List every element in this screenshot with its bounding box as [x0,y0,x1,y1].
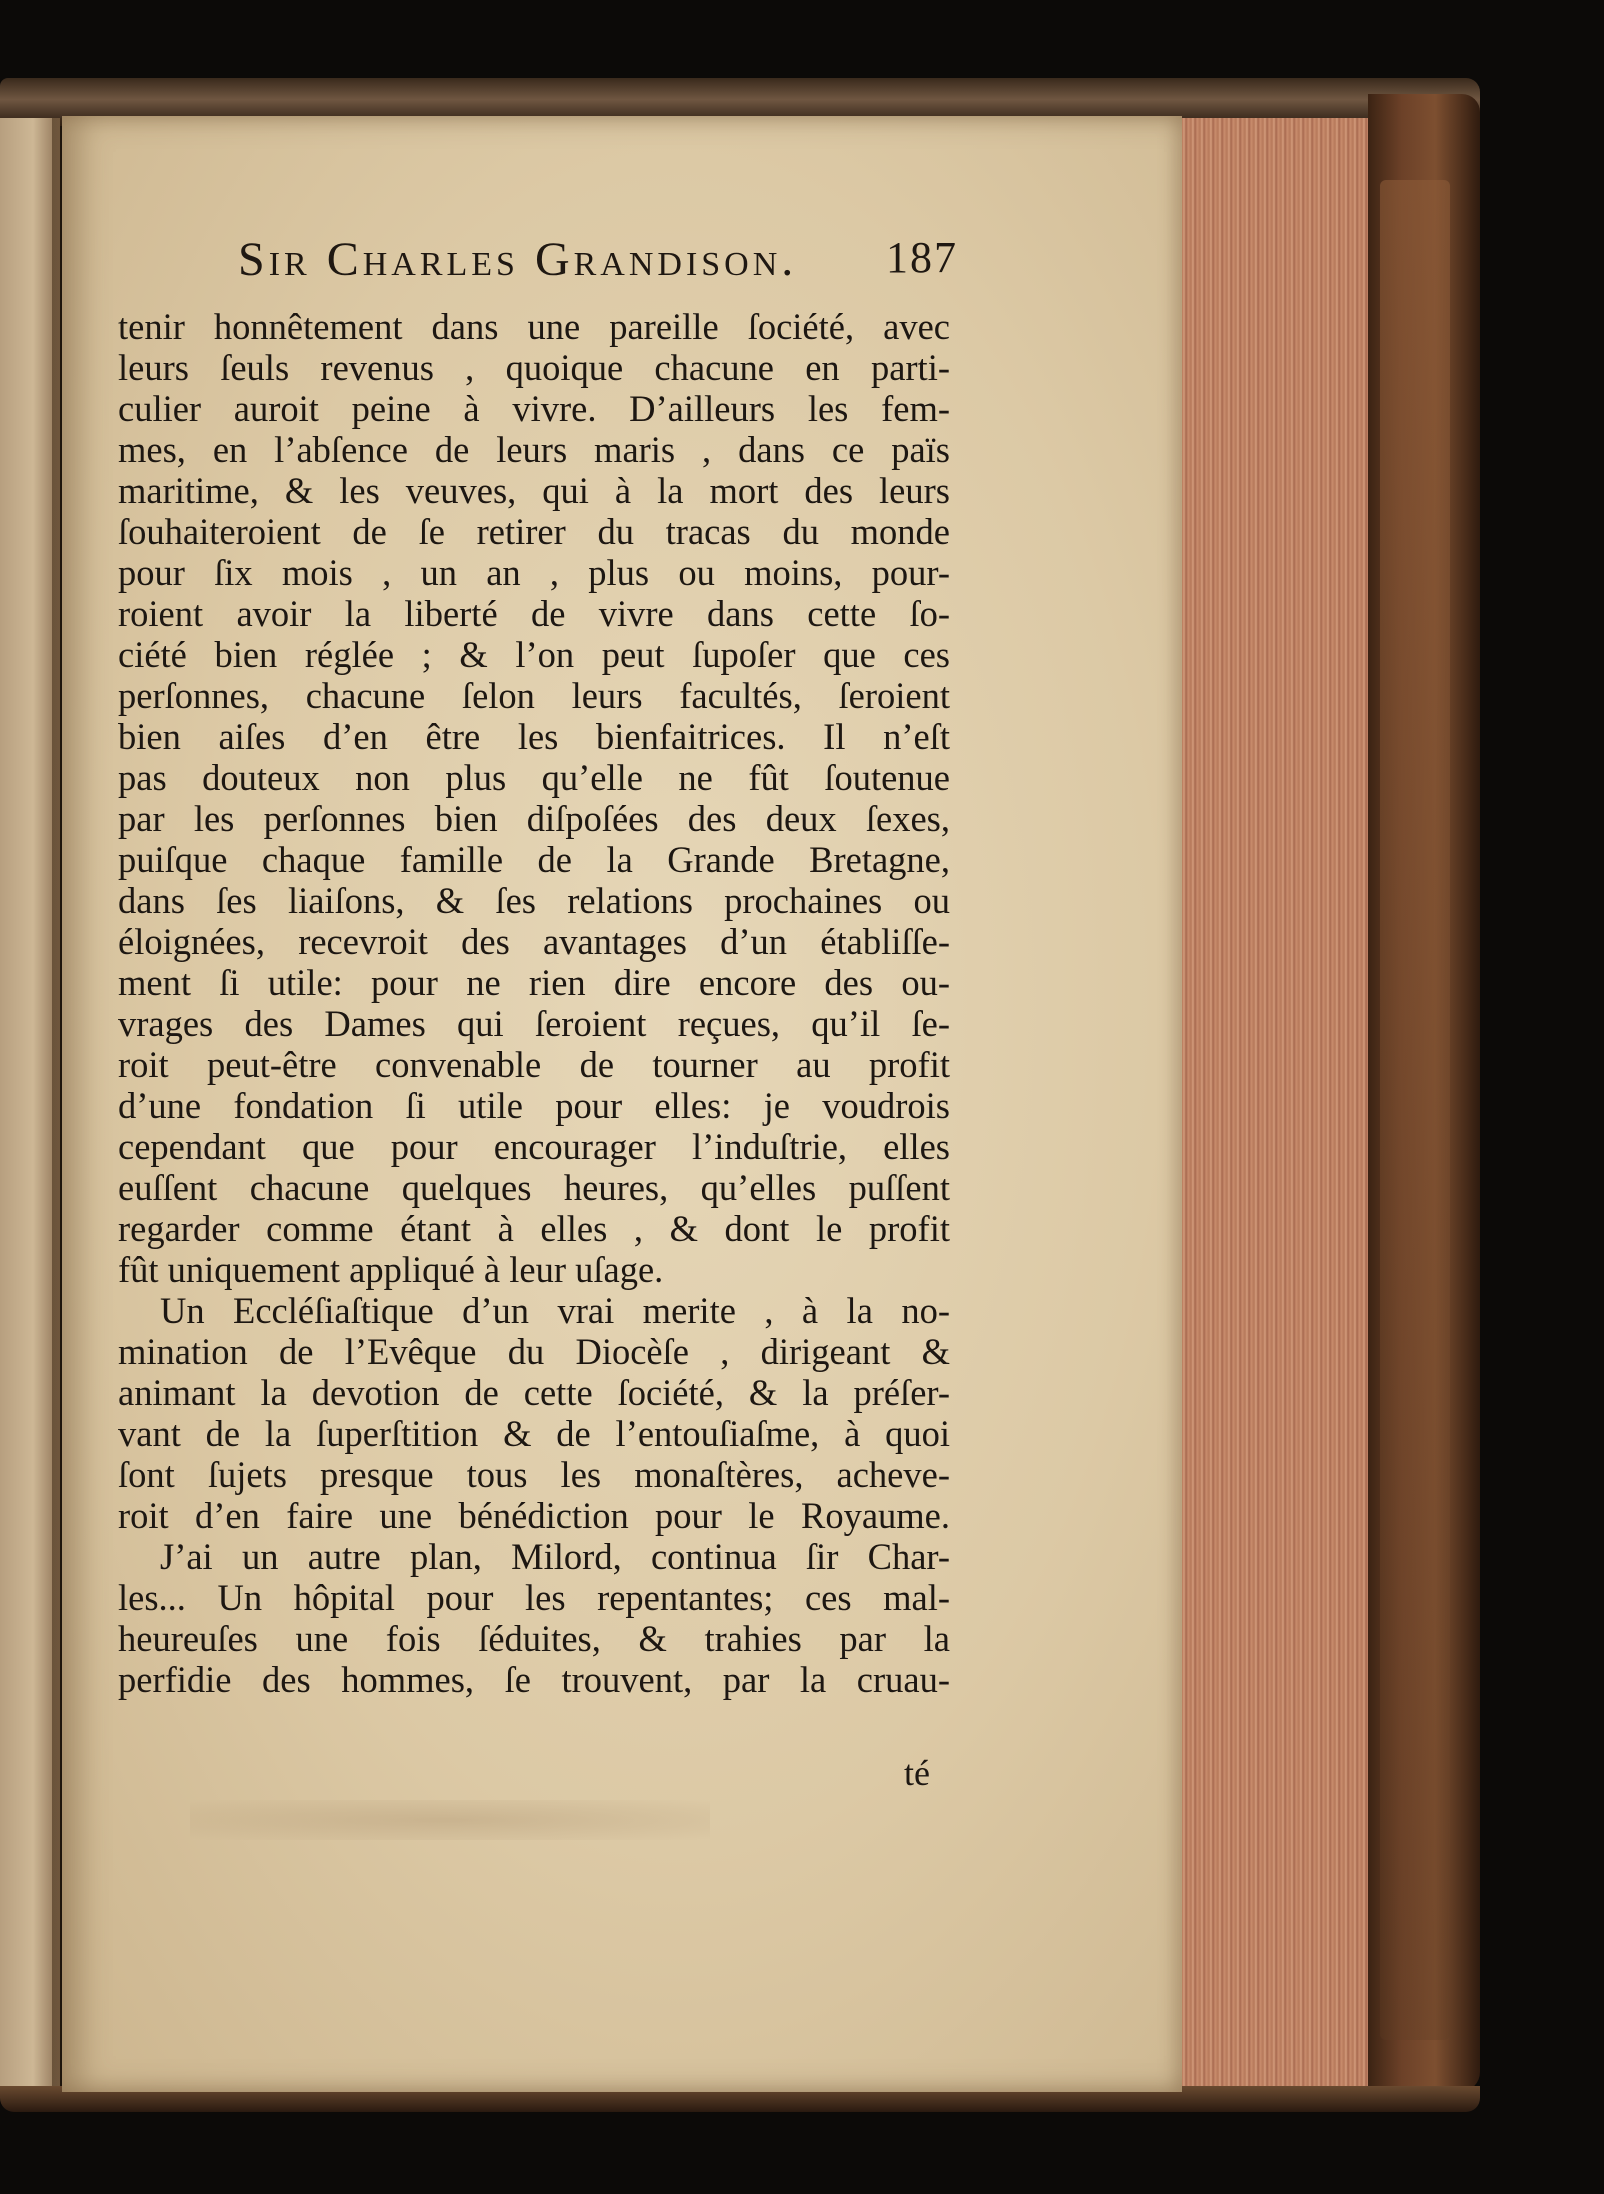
text-line: maritime, & les veuves, qui à la mort des leurs [118,470,950,511]
text-line: Un Eccléſiaſtique d’un vrai merite , à la no- [160,1290,950,1331]
page-number: 187 [886,233,958,282]
text-line: pas douteux non plus qu’elle ne fût ſoutenue [118,757,950,798]
text-line: animant la devotion de cette ſociété, & la préſer- [118,1372,950,1413]
running-head [238,232,958,292]
text-line: pour ſix mois , un an , plus ou moins, pour- [118,552,950,593]
text-line: vant de la ſuperſtition & de l’entouſiaſme, à quoi [118,1413,950,1454]
text-line: cependant que pour encourager l’induſtrie, elles [118,1126,950,1167]
page-stain [190,1800,710,1840]
text-line: J’ai un autre plan, Milord, continua ſir Char- [160,1536,950,1577]
text-line: mination de l’Evêque du Diocèſe , dirigeant & [118,1331,950,1372]
text-line: regarder comme étant à elles , & dont le profit [118,1208,950,1249]
text-line: heureuſes une fois ſéduites, & trahies par la [118,1618,950,1659]
text-line: ment ſi utile: pour ne rien dire encore des ou- [118,962,950,1003]
text-line: mes, en l’abſence de leurs maris , dans ce païs [118,429,950,470]
text-line: euſſent chacune quelques heures, qu’elles puſſent [118,1167,950,1208]
text-line: dans ſes liaiſons, & ſes relations prochaines ou [118,880,950,921]
text-line: roit peut-être convenable de tourner au profit [118,1044,950,1085]
leather-highlight [1380,180,1450,2040]
text-line: ſouhaiteroient de ſe retirer du tracas du monde [118,511,950,552]
text-line: éloignées, recevroit des avantages d’un établiſſe- [118,921,950,962]
text-line: ſont ſujets presque tous les monaſtères, acheve- [118,1454,950,1495]
text-line: d’une fondation ſi utile pour elles: je voudrois [118,1085,950,1126]
text-line: roit d’en faire une bénédiction pour le Royaume. [118,1495,950,1536]
text-line: puiſque chaque famille de la Grande Bretagne, [118,839,950,880]
text-line: perfidie des hommes, ſe trouvent, par la cruau- [118,1659,950,1700]
page-block-edge [1170,118,1370,2090]
text-line: les... Un hôpital pour les repentantes; ces mal- [118,1577,950,1618]
text-line: leurs ſeuls revenus , quoique chacune en parti- [118,347,950,388]
facing-page-edge [0,118,60,2088]
text-line: ciété bien réglée ; & l’on peut ſupoſer que ces [118,634,950,675]
text-line: culier auroit peine à vivre. D’ailleurs les fem- [118,388,950,429]
text-line: roient avoir la liberté de vivre dans cette ſo- [118,593,950,634]
text-line: perſonnes, chacune ſelon leurs facultés, ſeroient [118,675,950,716]
text-line: bien aiſes d’en être les bienfaitrices. Il n’eſt [118,716,950,757]
catchword: té [904,1753,930,1793]
text-line: fût uniquement appliqué à leur uſage. [118,1249,664,1290]
text-line: vrages des Dames qui ſeroient reçues, qu’il ſe- [118,1003,950,1044]
text-line: par les perſonnes bien diſpoſées des deux ſexes, [118,798,950,839]
text-line: tenir honnêtement dans une pareille ſociété, avec [118,306,950,347]
body-text [118,306,950,1700]
running-head-title: Sir Charles Grandison. [238,233,798,286]
